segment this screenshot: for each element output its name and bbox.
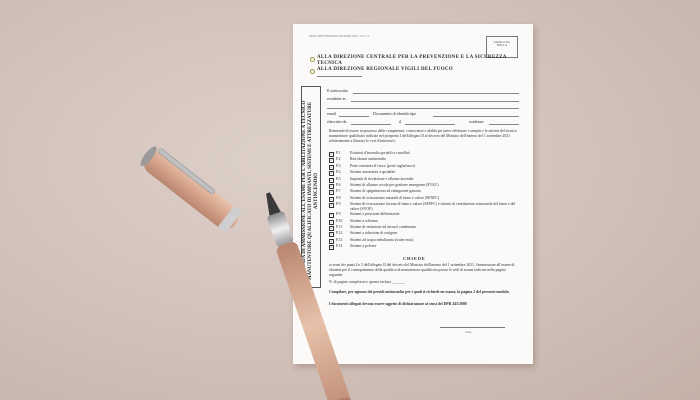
checkbox[interactable]: ✓ bbox=[330, 152, 333, 156]
chiede-heading: CHIEDE bbox=[403, 256, 426, 261]
checkbox[interactable]: ✓ bbox=[330, 183, 333, 188]
pen-nib bbox=[262, 191, 281, 216]
item-code: P.2 bbox=[336, 157, 341, 162]
label-rilasciato: rilasciato da bbox=[327, 119, 347, 124]
item-label: Sistemi automatici a sprinkler bbox=[350, 170, 396, 175]
item-code: P.11 bbox=[336, 224, 343, 229]
pages-count-line: N. di pagine complessive, questa inclusa _______ bbox=[329, 280, 405, 284]
item-label: Sistemi di spegnimento ad estinguente gassoso bbox=[350, 189, 422, 194]
item-code: P.10 bbox=[336, 218, 343, 223]
intro-paragraph: Ritenendo di essere in possesso delle competenze, conoscenze e abilità per poter effettuare i compiti e le attività del tecnico manutentore qualificato indicate nel prospetto I dell'allegato II al decreto del Ministro dell'interno del 1 settembre 2021 relativamente a (barrare le voci d'interesse): bbox=[329, 129, 517, 143]
item-code: P.4 bbox=[336, 170, 341, 175]
item-code: P.13 bbox=[336, 237, 343, 242]
recipient-line-2: ALLA DIREZIONE REGIONALE VIGILI DEL FUOCO bbox=[317, 67, 453, 72]
item-label: Sistemi di evacuazione naturale di fumo e calore (SENFC) bbox=[350, 195, 440, 200]
item-code: P.14 bbox=[336, 244, 343, 249]
stamp-label: MARCA DA BOLLO bbox=[494, 40, 510, 48]
checkbox[interactable]: ✓ bbox=[330, 164, 333, 169]
item-label: Reti idranti antincendio bbox=[350, 157, 386, 162]
label-documento: Documento di identità tipo bbox=[373, 111, 416, 116]
checkbox[interactable]: ✓ bbox=[330, 225, 333, 230]
checkbox[interactable]: ✓ bbox=[330, 190, 333, 195]
note-documenti: I documenti allegati devono essere oggetto di dichiarazione ai sensi del DPR 445/2000 bbox=[329, 302, 467, 306]
checkbox[interactable]: ✓ bbox=[330, 203, 333, 208]
item-label: Impianti di rivelazione e allarme incendio bbox=[350, 176, 414, 181]
checkbox[interactable]: ✓ bbox=[330, 219, 333, 224]
checkbox[interactable]: ✓ bbox=[330, 177, 333, 182]
item-label: Estintori d'incendio portatili e carrellati bbox=[350, 151, 410, 155]
checkbox[interactable]: ✓ bbox=[330, 196, 333, 201]
label-email: email bbox=[327, 111, 336, 116]
item-code: P.6 bbox=[336, 182, 341, 187]
item-code: P.12 bbox=[336, 231, 343, 236]
item-code: P.8 bbox=[336, 195, 341, 200]
item-label: Sistemi ad acqua nebulizzata (water mist) bbox=[350, 237, 414, 242]
item-code: P.1 bbox=[336, 151, 341, 155]
checkbox[interactable]: ✓ bbox=[330, 232, 333, 237]
side-title: DOMANDA DI AMMISSIONE ALL'ESAME PER L'ABILITAZIONE A TECNICO MANUTENTORE QUALIFICATO DI IMPIANTI, SISTEMI E ATTREZZATURE ANTINCENDIO bbox=[302, 100, 319, 282]
checkbox[interactable]: ✓ bbox=[330, 238, 333, 243]
item-code: P.7 bbox=[336, 189, 341, 194]
checkbox[interactable]: ✓ bbox=[330, 245, 333, 250]
label-il: il bbox=[399, 119, 402, 124]
item-label: Sistemi a polvere bbox=[350, 244, 377, 249]
item-code: P.3 bbox=[336, 163, 341, 168]
item-label: Sistemi di estinzione ad aerosol condensato bbox=[350, 224, 417, 229]
signature-label: firma bbox=[465, 330, 472, 334]
recipient-line-1: ALLA DIREZIONE CENTRALE PER LA PREVENZIONE E LA SICUREZZA TECNICA bbox=[317, 55, 507, 66]
label-scadenza: scadenza bbox=[469, 119, 484, 124]
label-residente: residente in bbox=[327, 96, 346, 101]
document-header-code: MOD. PREVENZIONE INCENDI 2021 - Ed. 3.1 bbox=[309, 34, 370, 38]
item-code: P.9 bbox=[336, 202, 341, 207]
item-label: Sistemi di allarme vocale per gestione emergenze (EVAC) bbox=[350, 182, 439, 187]
pen-grip bbox=[267, 211, 294, 247]
item-label: Sistemi di evacuazione forzata di fumo e calore (SEFFC) e sistemi di ventilazione orizzontale del fumo e del calore (SVOF) bbox=[350, 202, 516, 211]
item-label: Sistemi a schiuma bbox=[350, 218, 378, 223]
item-label: Sistemi a riduzione di ossigeno bbox=[350, 231, 398, 236]
note-compilare: Compilare, per ognuno dei presidi antincendio per i quali si richiede un esame, la pagina 2 del presente modulo. bbox=[329, 290, 510, 294]
chiede-paragraph: ai sensi dei punti 4 e 5 dell'allegato II del decreto del Ministro dell'interno del 1 settembre 2021, l'ammissione all'esame di idoneità per il conseguimento della qualifica di manutentore qualificato presso le sedi di esame indicate nella pagina seguente. bbox=[329, 263, 515, 277]
checkbox[interactable]: ✓ bbox=[330, 213, 333, 218]
item-label: Porte resistenti al fuoco (porte tagliafuoco) bbox=[350, 163, 416, 168]
item-code: P.9 bbox=[336, 212, 341, 217]
label-sottoscritto: Il sottoscritto bbox=[327, 88, 349, 93]
item-label: Sistemi a pressione differenziale bbox=[350, 212, 400, 217]
item-code: P.5 bbox=[336, 176, 341, 181]
checkbox[interactable]: ✓ bbox=[330, 171, 333, 176]
checkbox[interactable]: ✓ bbox=[330, 158, 333, 163]
